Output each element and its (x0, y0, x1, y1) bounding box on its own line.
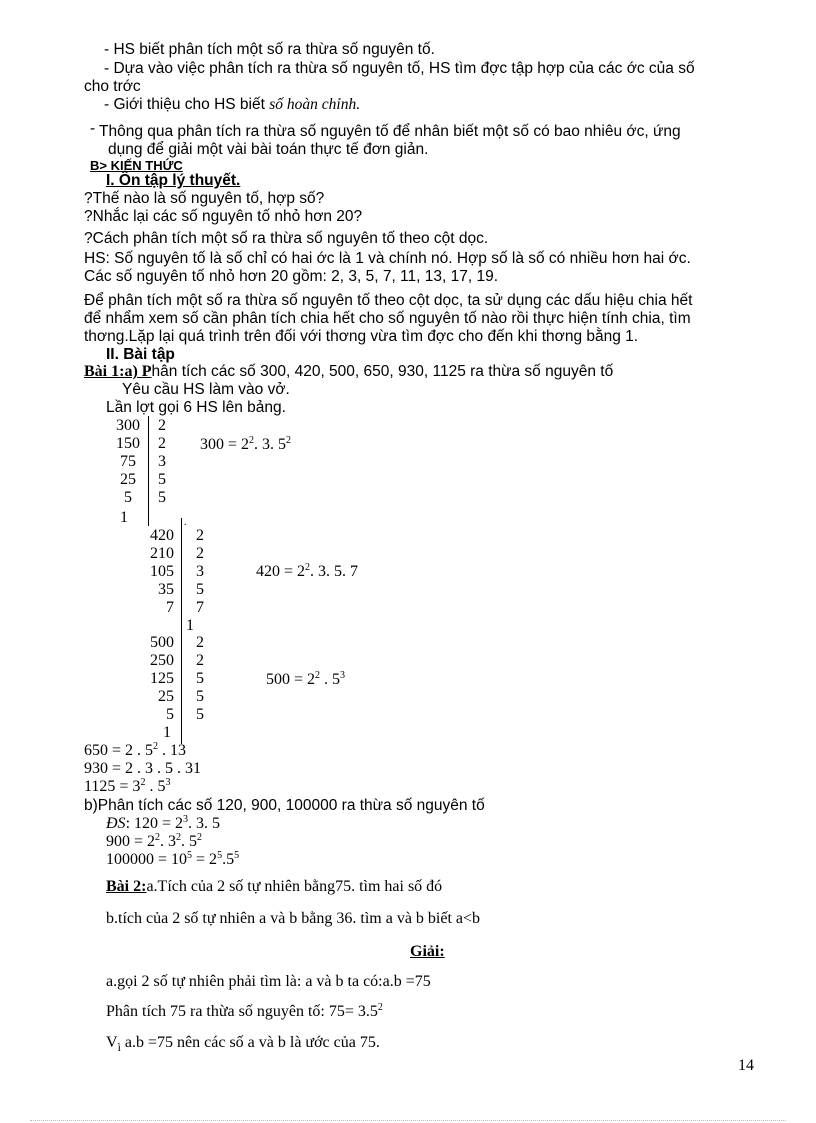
answer-120: ĐS: $120 = 2^3$. 3. 5 (106, 814, 221, 832)
solution-heading: Giải: (410, 943, 445, 960)
dividend: 25 (158, 688, 174, 705)
divisor: 3 (196, 563, 204, 580)
solution-line-3: $V_ì$ a.b =75 nên các số a và b là ước của 75. (106, 1034, 380, 1055)
divisor: 7 (196, 599, 204, 616)
result-1125: $1125 = 3^2$ . $5^3$ (84, 777, 171, 795)
result-500: $500 = 2^2$ . $5^3$ (266, 670, 346, 688)
dividend: 150 (116, 435, 140, 452)
dividend: 5 (166, 706, 174, 723)
exercise-2-label: Bài 2: (106, 878, 147, 895)
dividend: 25 (120, 471, 136, 488)
theory-heading: I. Ôn tập lý thuyết. (106, 172, 241, 189)
exercise-2-a: a.Tích của 2 số tự nhiên bằng75. tìm hai số đó (146, 878, 443, 895)
objective-line-4: Thông qua phân tích ra thừa số nguyên tố để nhân biết một số có bao nhiêu ớc, ứng (99, 123, 681, 140)
exercise-2-b: b.tích của 2 số tự nhiên a và b bằng 36. tìm a và b biết a<b (106, 910, 481, 927)
objective-line-1: - HS biết phân tích một số ra thừa số nguyên tố. (104, 41, 435, 58)
dividend: 75 (120, 453, 136, 470)
objective-line-2: - Dựa vào việc phân tích ra thừa số nguyên tố, HS tìm đợc tập hợp của các ớc của số (104, 60, 695, 77)
dividend: 35 (158, 581, 174, 598)
result-420: $420 = 2^2$. 3. 5. 7 (256, 562, 359, 580)
result-930: 930 = 2 . 3 . 5 . 31 (84, 760, 202, 777)
objective-line-4-cont: dụng để giải một vài bài toán thực tế đơn giản. (108, 141, 429, 158)
answer-1: HS: Số nguyên tố là số chỉ có hai ớc là 1 và chính nó. Hợp số là số có nhiều hơn hai ớc. (84, 250, 691, 267)
answer-100000: $100000 = 10^5 = 2^5.5^5$ (106, 850, 240, 868)
exercise-1-line (84, 363, 613, 381)
divisor: 3 (158, 453, 166, 470)
perfect-number-term: số hoàn chỉnh. (269, 96, 361, 113)
divisor: 2 (196, 652, 204, 669)
solution-line-2: Phân tích 75 ra thừa số nguyên tố: $75= 3.5^2$ (106, 1002, 383, 1020)
exercise-2-line (106, 878, 442, 896)
dividend: 500 (150, 634, 174, 651)
answer-900: $900 = 2^2$. $3^2$. $5^2$ (106, 832, 203, 850)
division-line (148, 416, 149, 526)
question-2: ?Nhắc lại các số nguyên tố nhỏ hơn 20? (84, 208, 363, 225)
dividend: 420 (150, 527, 174, 544)
divisor: 5 (196, 581, 204, 598)
divisor: 2 (196, 634, 204, 651)
dividend: 1 (120, 509, 128, 526)
question-1: ?Thế nào là số nguyên tố, hợp số? (84, 190, 325, 207)
result-650: 650 = 2 . $5^2$ . 13 (84, 741, 187, 759)
divisor: 5 (196, 706, 204, 723)
divisor: 2 (196, 545, 204, 562)
exercise-1-label: Bài 1:a) P (84, 363, 152, 380)
objective-line-3 (104, 96, 360, 114)
exercise-1-text: hân tích các số 300, 420, 500, 650, 930, 1125 ra thừa số nguyên tố (151, 363, 614, 380)
dividend: 300 (116, 417, 140, 434)
dividend: 250 (150, 652, 174, 669)
page-bottom-border (30, 1120, 786, 1121)
divisor: 5 (158, 471, 166, 488)
part-b-text: b)Phân tích các số 120, 900, 100000 ra thừa số nguyên tố (84, 797, 485, 814)
method-line-2: để nhẩm xem số cần phân tích chia hết cho số nguyên tố nào rồi thực hiện tính chia, tìm (84, 310, 691, 327)
dividend: 210 (150, 545, 174, 562)
bullet-dash: - (90, 120, 96, 137)
divisor: 2 (196, 527, 204, 544)
question-3: ?Cách phân tích một số ra thừa số nguyên tố theo cột dọc. (84, 230, 489, 247)
requirement-1: Yêu cầu HS làm vào vở. (122, 381, 290, 398)
dividend: 1 (163, 724, 171, 741)
dividend: 125 (150, 670, 174, 687)
divisor: 2 (158, 435, 166, 452)
division-line (181, 518, 182, 634)
divisor: 5 (158, 489, 166, 506)
dividend: 7 (166, 599, 174, 616)
dividend: 105 (150, 563, 174, 580)
exercises-heading: II. Bài tập (106, 346, 175, 363)
section-b-heading: B> KIẾN THỨC (90, 158, 183, 173)
method-line-1: Để phân tích một số ra thừa số nguyên tố theo cột dọc, ta sử dụng các dấu hiệu chia hết (84, 292, 693, 309)
requirement-2: Lần lợt gọi 6 HS lên bảng. (106, 399, 286, 416)
result-300: $300 = 2^2$. 3. $5^2$ (200, 435, 292, 453)
answer-2: Các số nguyên tố nhỏ hơn 20 gồm: 2, 3, 5, 7, 11, 13, 17, 19. (84, 268, 499, 285)
divisor: 5 (196, 670, 204, 687)
method-line-3: thơng.Lặp lại quá trình trên đối với thơng vừa tìm đợc cho đến khi thơng bằng 1. (84, 328, 639, 345)
dividend: 1 (186, 617, 194, 634)
dot-mark: . (184, 517, 187, 528)
page-number: 14 (738, 1057, 754, 1074)
divisor: 5 (196, 688, 204, 705)
dividend: 5 (124, 489, 132, 506)
solution-line-1: a.gọi 2 số tự nhiên phải tìm là: a và b ta có:a.b =75 (106, 973, 431, 990)
division-line (181, 634, 182, 744)
objective-line-2-cont: cho trớc (84, 78, 141, 95)
objective-line-3-text: - Giới thiệu cho HS biết (104, 96, 270, 113)
divisor: 2 (158, 417, 166, 434)
